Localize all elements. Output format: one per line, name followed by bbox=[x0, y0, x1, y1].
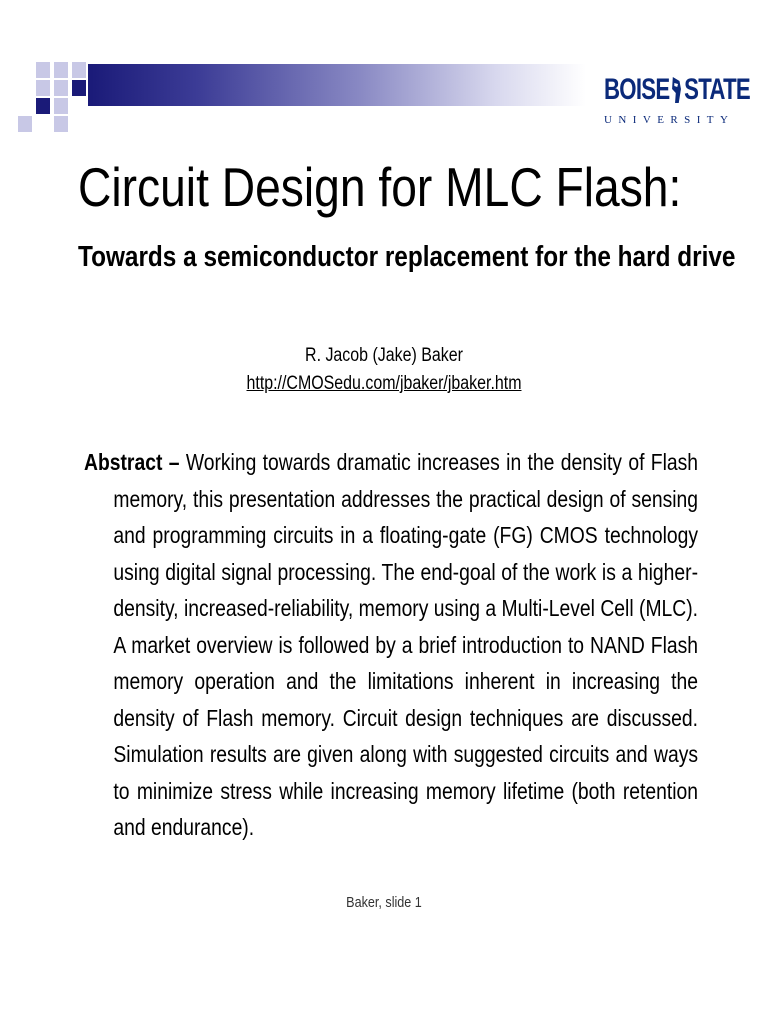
author-url-link[interactable]: http://CMOSedu.com/jbaker/jbaker.htm bbox=[246, 373, 522, 394]
logo-letter: Y bbox=[719, 114, 728, 126]
author-name: R. Jacob (Jake) Baker bbox=[305, 345, 463, 366]
bronco-head-icon bbox=[671, 75, 683, 105]
logo-letter: T bbox=[706, 114, 714, 126]
university-logo bbox=[604, 70, 750, 132]
author-block bbox=[0, 342, 768, 398]
header-gradient-bar bbox=[88, 64, 586, 106]
deco-square bbox=[72, 62, 86, 78]
slide-footer: Baker, slide 1 bbox=[346, 894, 422, 911]
deco-square bbox=[18, 116, 32, 132]
logo-word-right: STATE bbox=[684, 73, 750, 106]
deco-square bbox=[36, 62, 50, 78]
logo-letter: I bbox=[696, 114, 701, 126]
deco-square bbox=[36, 98, 50, 114]
abstract-paragraph bbox=[84, 444, 698, 846]
deco-square bbox=[36, 80, 50, 96]
deco-square bbox=[54, 98, 68, 114]
logo-letter: V bbox=[642, 114, 651, 126]
deco-square bbox=[72, 80, 86, 96]
slide-subtitle: Towards a semiconductor replacement for the hard drive bbox=[78, 241, 736, 273]
logo-subline bbox=[604, 114, 728, 126]
logo-letter: R bbox=[670, 114, 678, 126]
slide-title: Circuit Design for MLC Flash: bbox=[78, 156, 682, 218]
logo-letter: E bbox=[657, 114, 664, 126]
abstract-text: Working towards dramatic increases in the density of Flash memory, this presentation addresses the practical design of sensing and programming circuits in a floating-gate (FG) CMOS technology using digital signal processing. The end-goal of the work is a higher-density, increased-reliability, memory using a Multi-Level Cell (MLC). A market overview is followed by a brief introduction to NAND Flash memory operation and the limitations inherent in increasing the density of Flash memory. Circuit design techniques are discussed. Simulation results are given along with suggested circuits and ways to minimize stress while increasing memory lifetime (both retention and endurance). bbox=[113, 449, 699, 840]
deco-square bbox=[54, 116, 68, 132]
logo-word-left: BOISE bbox=[604, 73, 670, 106]
abstract-label: Abstract – bbox=[84, 449, 180, 475]
deco-square bbox=[54, 80, 68, 96]
logo-letter: I bbox=[632, 114, 637, 126]
deco-square bbox=[54, 62, 68, 78]
logo-letter: U bbox=[604, 114, 612, 126]
logo-letter: S bbox=[684, 114, 691, 126]
logo-wordmark bbox=[604, 70, 750, 110]
logo-letter: N bbox=[618, 114, 627, 126]
